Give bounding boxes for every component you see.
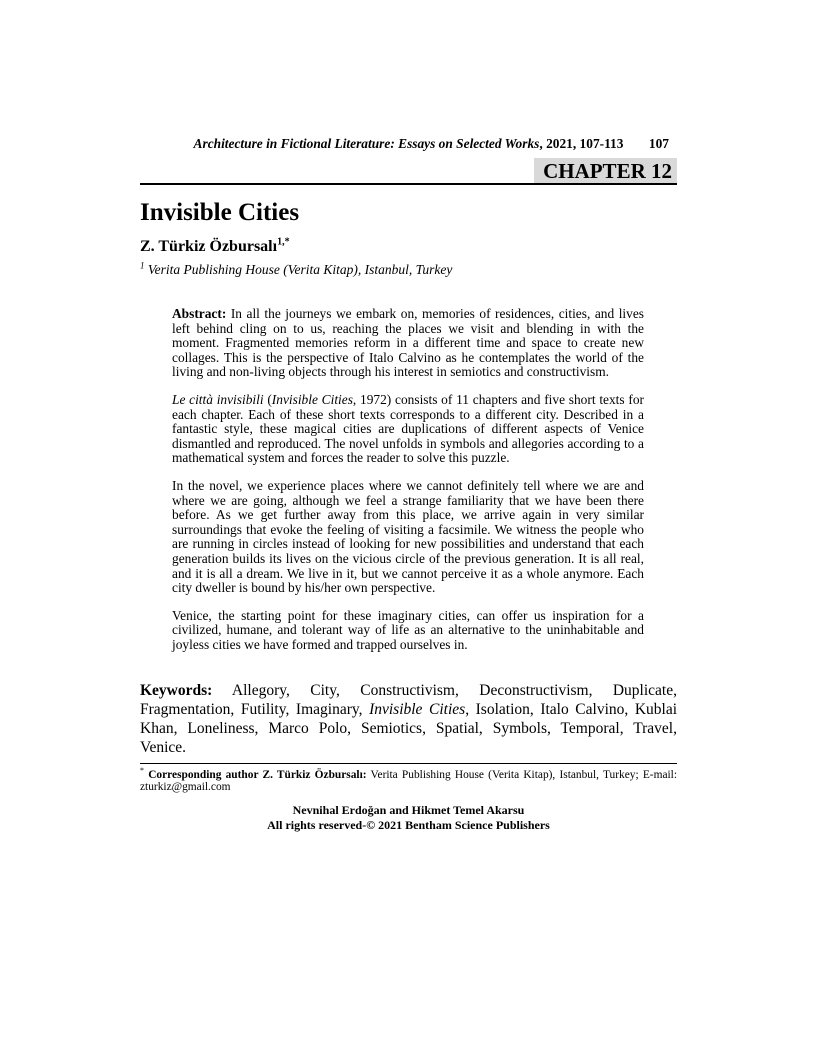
footnote-marker: * — [140, 765, 144, 775]
keywords-text-before: Allegory, City, Constructivism, Deconstructivism, Duplicate, Fragmentation, Futility, Imaginary, — [140, 682, 677, 719]
running-head-book-title: Architecture in Fictional Literature: Essays on Selected Works — [193, 136, 540, 151]
author-marker: 1,* — [277, 236, 290, 248]
running-head — [140, 136, 677, 151]
page-number: 107 — [648, 136, 669, 151]
author-line — [140, 237, 677, 256]
abstract-text-4: Venice, the starting point for these imaginary cities, can offer us inspiration for a civilized, humane, and tolerant way of life as an alternative to the uninhabitable and joyless cities we have formed and trapped ourselves in. — [172, 607, 644, 652]
footer-rights: All rights reserved-© 2021 Bentham Science Publishers — [267, 817, 550, 832]
affiliation-text: Verita Publishing House (Verita Kitap), Istanbul, Turkey — [147, 262, 453, 277]
abstract-text-1: In all the journeys we embark on, memories of residences, cities, and lives left behind cling on to us, reaching the places we visit and blending in with the moment. Fragmented memories reform in a different time and space to create new collages. This is the perspective of Italo Calvino as he contemplates the world of the living and non-living objects through his interest in semiotics and constructivism. — [172, 306, 644, 380]
keywords-label: Keywords: — [140, 682, 213, 700]
keywords-text-after: , Isolation, Italo Calvino, Kublai Khan, Loneliness, Marco Polo, Semiotics, Spatial, Symbols, Temporal, Travel, Venice. — [140, 701, 677, 756]
footnote-bold: Corresponding author Z. Türkiz Özbursalı: — [148, 768, 367, 781]
keywords-book-title: Invisible Cities — [369, 701, 466, 719]
book-title-italian: Le città invisibili — [172, 391, 264, 407]
abstract-paragraph-1 — [172, 307, 644, 380]
affiliation-marker: 1 — [140, 260, 145, 271]
chapter-badge: CHAPTER 12 — [534, 158, 677, 183]
abstract-text-3: In the novel, we experience places where we cannot definitely tell where we are and where we are going, although we feel a strange familiarity that we have been there before. As we get further away from this place, we arrive again in very similar surroundings that evoke the feeling of visiting a facsimile. We witness the people who are running in circles instead of looking for new possibilities and understand that each generation builds its lives on the vicious circle of the previous generation. It is all real, and it is all a dream. We live in it, but we cannot perceive it as a whole anymore. Each city dweller is bound by his/her own perspective. — [172, 477, 644, 596]
abstract-text-2b: , 1972) consists of 11 chapters and five short texts for each chapter. Each of these short texts corresponds to a different city. Described in a fantastic style, these magical cities are duplications of different aspects of Venice dismantled and reproduced. The novel unfolds in symbols and allegories according to a mathematical system and forces the reader to solve this puzzle. — [172, 391, 644, 466]
keywords-block — [140, 682, 677, 757]
running-head-meta: , 2021, 107-113 — [539, 136, 624, 151]
abstract-label: Abstract: — [172, 306, 227, 321]
book-title-english: Invisible Cities — [271, 391, 353, 407]
abstract-text-2a: ( — [263, 391, 272, 407]
footnote-divider — [140, 763, 677, 764]
chapter-title: Invisible Cities — [140, 199, 300, 226]
chapter-rule — [140, 158, 677, 185]
corresponding-author-footnote — [140, 765, 678, 795]
abstract-paragraph-3 — [172, 479, 644, 596]
abstract-paragraph-4 — [172, 609, 644, 653]
footnote-text: Verita Publishing House (Verita Kitap), Istanbul, Turkey; E-mail: zturkiz@gmail.com — [140, 768, 678, 794]
author-affiliation — [140, 262, 677, 278]
abstract-block — [172, 307, 644, 652]
footer-editors: Nevnihal Erdoğan and Hikmet Temel Akarsu — [292, 803, 525, 818]
abstract-paragraph-2 — [172, 393, 644, 466]
page-content-column — [140, 0, 677, 832]
copyright-footer — [140, 803, 677, 832]
author-name: Z. Türkiz Özbursalı — [140, 238, 278, 255]
